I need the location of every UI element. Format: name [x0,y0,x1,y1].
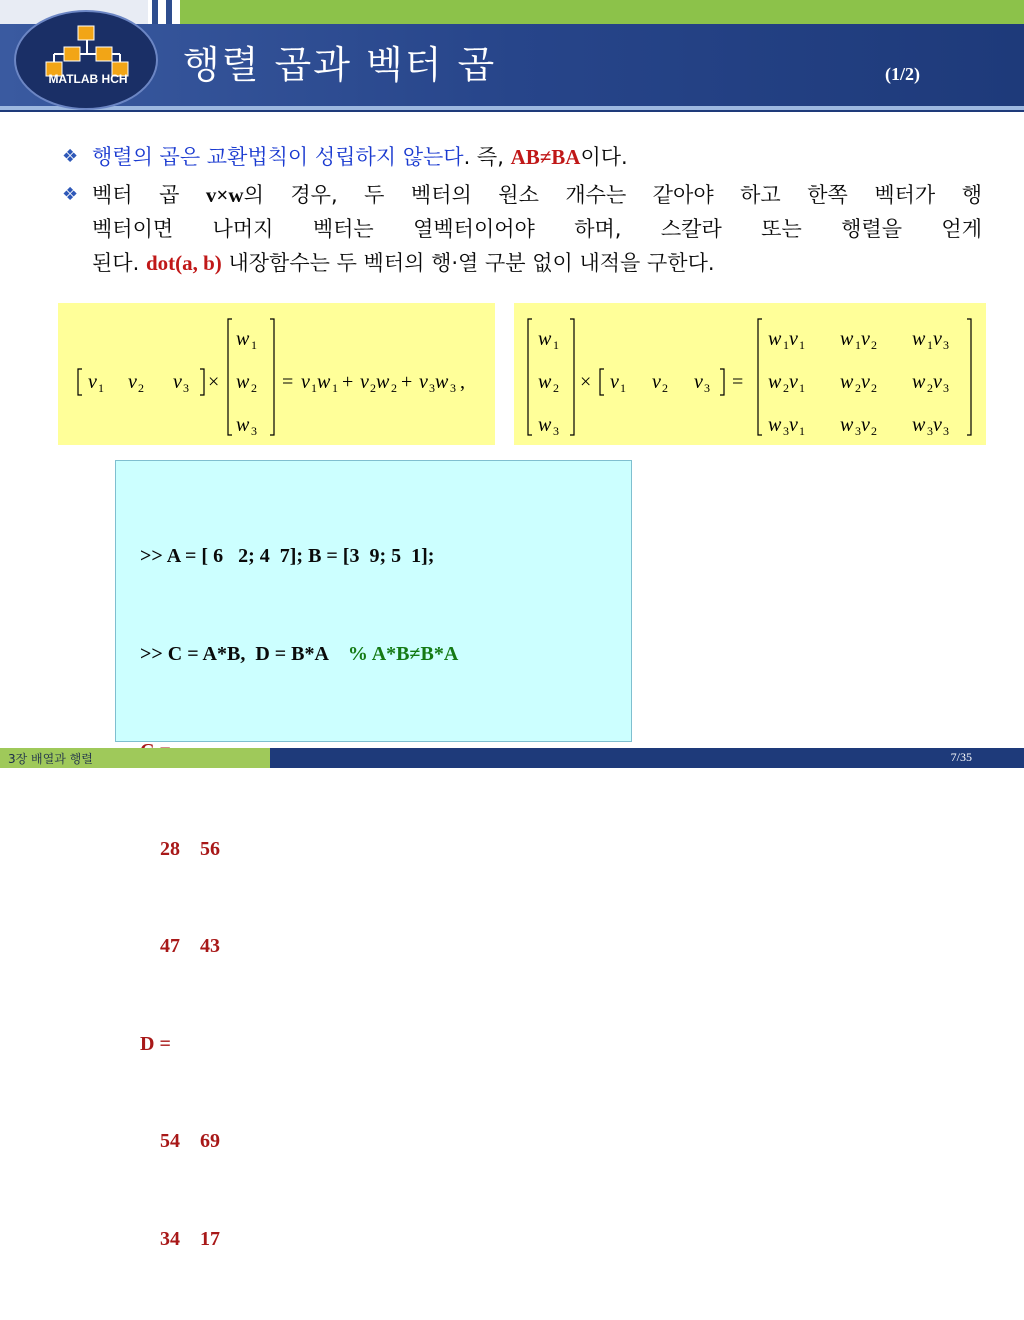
svg-text:2: 2 [871,424,877,438]
svg-text:3: 3 [450,381,456,395]
svg-text:v: v [419,371,428,393]
svg-text:1: 1 [311,381,317,395]
slide-title: 행렬 곱과 벡터 곱 [183,43,497,87]
svg-text:3: 3 [783,424,789,438]
bullet-text: 벡터 곱 [92,183,180,207]
svg-text:w: w [538,414,552,436]
svg-text:1: 1 [799,381,805,395]
bullet-text: 의 경우, 두 벡터의 원소 개수는 같아야 하고 한쪽 벡터가 행 [243,183,982,207]
logo-text: MATLAB HCH [48,72,128,86]
svg-text:2: 2 [927,381,933,395]
bullet-text: . 즉, [463,145,504,169]
code-line: >> A = [ 6 2; 4 7]; B = [3 9; 5 1]; [140,545,435,567]
svg-text:v: v [610,371,619,393]
bullet-list [62,140,982,280]
svg-text:3: 3 [183,381,189,395]
svg-text:3: 3 [855,424,861,438]
bullet-line: 벡터이면 나머지 벡터는 열벡터이어야 하며, 스칼라 또는 행렬을 얻게 [92,217,982,241]
svg-text:w: w [317,371,331,393]
bullet-text: v×w [205,183,244,207]
code-output-line: 54 69 [140,1130,220,1152]
svg-text:,: , [460,371,465,393]
svg-text:3: 3 [429,381,435,395]
svg-text:w: w [538,371,552,393]
svg-text:v: v [173,371,182,393]
svg-text:=: = [732,371,744,393]
svg-text:+: + [401,371,413,393]
bullet-item [62,178,982,280]
logo-blocks-icon [16,12,156,108]
footer-bar [0,748,1024,768]
diamond-bullet-icon: ❖ [62,184,79,205]
svg-text:w: w [236,414,250,436]
svg-text:2: 2 [871,338,877,352]
svg-text:v: v [933,414,942,436]
svg-text:1: 1 [799,338,805,352]
bullet-text: 이다. [580,145,628,169]
top-strip-bar [166,0,172,24]
svg-text:v: v [694,371,703,393]
svg-text:2: 2 [871,381,877,395]
svg-text:3: 3 [943,381,949,395]
svg-text:1: 1 [783,338,789,352]
svg-text:w: w [840,371,854,393]
code-output-line: 28 56 [140,837,220,860]
logo [14,10,158,110]
svg-text:3: 3 [943,338,949,352]
svg-text:1: 1 [332,381,338,395]
svg-text:1: 1 [98,381,104,395]
equation-column-times-row [514,303,986,445]
svg-text:v: v [652,371,661,393]
svg-text:w: w [768,328,782,350]
svg-text:×: × [208,371,220,393]
svg-text:v: v [861,414,870,436]
slide-part-indicator: (1/2) [885,64,920,84]
svg-text:v: v [933,371,942,393]
equation-graphic [58,303,495,445]
bullet-line [92,246,982,280]
svg-text:2: 2 [251,381,257,395]
code-output-line: 47 43 [140,935,220,957]
svg-text:3: 3 [251,424,257,438]
code-comment: % A*B≠B*A [327,642,459,665]
svg-text:w: w [912,328,926,350]
svg-text:w: w [236,371,250,393]
code-line [140,638,458,671]
bullet-text: 행렬의 곱은 교환법칙이 성립하지 않는다 [92,145,464,169]
svg-text:3: 3 [927,424,933,438]
diamond-bullet-icon: ❖ [62,146,79,167]
code-output-line: D = [140,1032,171,1055]
svg-text:2: 2 [855,381,861,395]
code-text: >> C = A*B, D = B*A [140,642,328,665]
svg-text:=: = [282,371,294,393]
top-strip-green [180,0,1024,24]
svg-text:w: w [840,328,854,350]
svg-text:2: 2 [553,381,559,395]
bullet-text: 된다. [92,251,140,275]
footer-page-number: 7/35 [950,750,972,764]
svg-text:×: × [580,371,592,393]
title-underline-dark [0,110,1024,112]
svg-text:1: 1 [855,338,861,352]
svg-text:v: v [301,371,310,393]
svg-text:w: w [435,371,449,393]
svg-text:v: v [789,328,798,350]
svg-text:v: v [861,371,870,393]
svg-text:1: 1 [799,424,805,438]
svg-text:3: 3 [943,424,949,438]
equation-row-times-column [58,303,495,445]
svg-text:2: 2 [370,381,376,395]
svg-text:1: 1 [553,338,559,352]
bullet-text: 내장함수는 두 벡터의 행·열 구분 없이 내적을 구한다. [228,251,715,275]
svg-text:1: 1 [927,338,933,352]
footer-chapter-tab [0,748,270,768]
highlight-text: AB≠BA [510,145,581,169]
svg-text:v: v [128,371,137,393]
svg-text:w: w [236,328,250,350]
svg-text:2: 2 [783,381,789,395]
bullet-item [62,140,982,174]
svg-text:v: v [933,328,942,350]
svg-text:w: w [538,328,552,350]
svg-text:w: w [912,371,926,393]
svg-text:2: 2 [662,381,668,395]
matlab-code-box [115,460,632,1250]
svg-text:w: w [376,371,390,393]
svg-text:v: v [789,371,798,393]
equation-graphic [514,303,986,445]
svg-text:3: 3 [704,381,710,395]
svg-text:+: + [342,371,354,393]
highlight-text: dot(a, b) [145,251,222,275]
svg-text:3: 3 [553,424,559,438]
svg-text:1: 1 [620,381,626,395]
svg-text:w: w [912,414,926,436]
svg-text:v: v [861,328,870,350]
svg-text:1: 1 [251,338,257,352]
svg-text:v: v [360,371,369,393]
svg-text:v: v [789,414,798,436]
footer-chapter: 3장 배열과 행렬 [8,752,93,766]
bullet-line [92,178,982,212]
svg-text:2: 2 [391,381,397,395]
code-output-line: 34 17 [140,1227,220,1250]
svg-text:w: w [840,414,854,436]
code-listing [140,475,458,1320]
svg-text:2: 2 [138,381,144,395]
svg-text:v: v [88,371,97,393]
svg-text:w: w [768,414,782,436]
svg-text:w: w [768,371,782,393]
